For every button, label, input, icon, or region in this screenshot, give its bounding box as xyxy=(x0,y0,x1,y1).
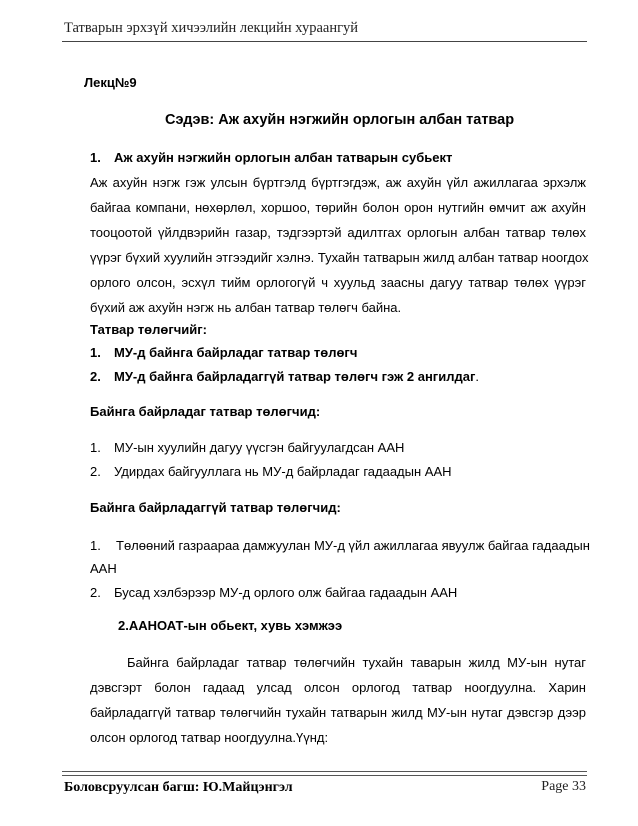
list-number: 1. xyxy=(90,345,101,360)
nonresident-item-line: Төлөөний газраараа дамжуулан МУ-д үйл ажиллагаа явуулж байгаа гадаадын xyxy=(116,538,590,553)
section2-paragraph-line: байрладаггүй татвар төлөгчийн тухайн татварын жилд МУ-ын нутаг дэвсгэр дээр xyxy=(90,705,586,720)
section1-heading-text: Аж ахуйн нэгжийн орлогын албан татварын субьект xyxy=(114,150,453,165)
section1-paragraph-line: орлого олсон, эсхүл тийм орлогогүй ч хуульд заасны дагуу татвар төлөх үүрэг xyxy=(90,275,586,290)
footer-page-number: Page 33 xyxy=(541,779,586,794)
payer-type-item xyxy=(90,345,357,361)
list-text: Бусад хэлбэрээр МУ-д орлого олж байгаа гадаадын ААН xyxy=(114,585,458,600)
resident-item xyxy=(90,464,452,480)
section1-paragraph-line: үүрэг бүхий хуулийн этгээдийг хэлнэ. Тухайн татварын жилд албан татвар ноогдох xyxy=(90,250,589,265)
section1-paragraph-line: бүхий аж ахуйн нэгж нь албан татвар төлөгч байна. xyxy=(90,300,402,315)
page-header: Татварын эрхзүй хичээлийн лекцийн хураангуй xyxy=(64,20,359,36)
nonresident-heading: Байнга байрладаггүй татвар төлөгчид: xyxy=(90,500,341,515)
section1-heading xyxy=(90,150,452,166)
resident-heading: Байнга байрладаг татвар төлөгчид: xyxy=(90,404,321,419)
payer-type-item xyxy=(90,369,479,385)
list-number: 2. xyxy=(90,464,101,479)
list-text: Удирдах байгууллага нь МУ-д байрладаг гадаадын ААН xyxy=(114,464,452,479)
list-text: МУ-ын хуулийн дагуу үүсгэн байгуулагдсан ААН xyxy=(114,440,405,455)
list-number: 1. xyxy=(90,440,101,455)
lecture-label: Лекц№9 xyxy=(84,75,137,90)
section1-paragraph-line: Аж ахуйн нэгж гэж улсын бүртгэлд бүртгэгдэж, аж ахуйн үйл ажиллагаа эрхэлж xyxy=(90,175,586,190)
resident-item xyxy=(90,440,404,456)
section1-paragraph-line: байгаа компани, нөхөрлөл, хоршоо, төрийн болон орон нутгийн өмчит аж ахуйн xyxy=(90,200,586,215)
list-text-tail: . xyxy=(475,369,479,384)
list-number: 2. xyxy=(90,585,101,600)
section1-heading-number: 1. xyxy=(90,150,101,165)
section2-paragraph-line: дэвсгэрт болон гадаад улсад олсон орлогод татвар ноогдуулна. Харин xyxy=(90,680,586,695)
topic-title: Сэдэв: Аж ахуйн нэгжийн орлогын албан татвар xyxy=(165,112,515,128)
section2-paragraph-line: олсон орлогод татвар ноогдуулна.Үүнд: xyxy=(90,730,329,745)
payers-label: Татвар төлөгчийг: xyxy=(90,322,208,337)
nonresident-item xyxy=(90,585,457,601)
section1-paragraph-line: тооцоотой үйлдвэрийн газар, тэдгээртэй адилтгах орлогын албан татвар төлөх xyxy=(90,225,586,240)
section2-paragraph-line: Байнга байрладаг татвар төлөгчийн тухайн таварын жилд МУ-ын нутаг xyxy=(127,655,586,670)
footer-author: Боловсруулсан багш: Ю.Майцэнгэл xyxy=(64,780,293,795)
list-text: МУ-д байнга байрладаг татвар төлөгч xyxy=(114,345,358,360)
list-number: 2. xyxy=(90,369,101,384)
nonresident-item-line: ААН xyxy=(90,561,117,576)
list-text: МУ-д байнга байрладаггүй татвар төлөгч гэж 2 ангилдаг xyxy=(114,369,476,384)
footer-divider xyxy=(62,771,587,776)
section2-heading: 2.ААНОАТ-ын обьект, хувь хэмжээ xyxy=(118,618,343,633)
nonresident-item-number: 1. xyxy=(90,538,101,553)
header-divider xyxy=(62,41,587,42)
